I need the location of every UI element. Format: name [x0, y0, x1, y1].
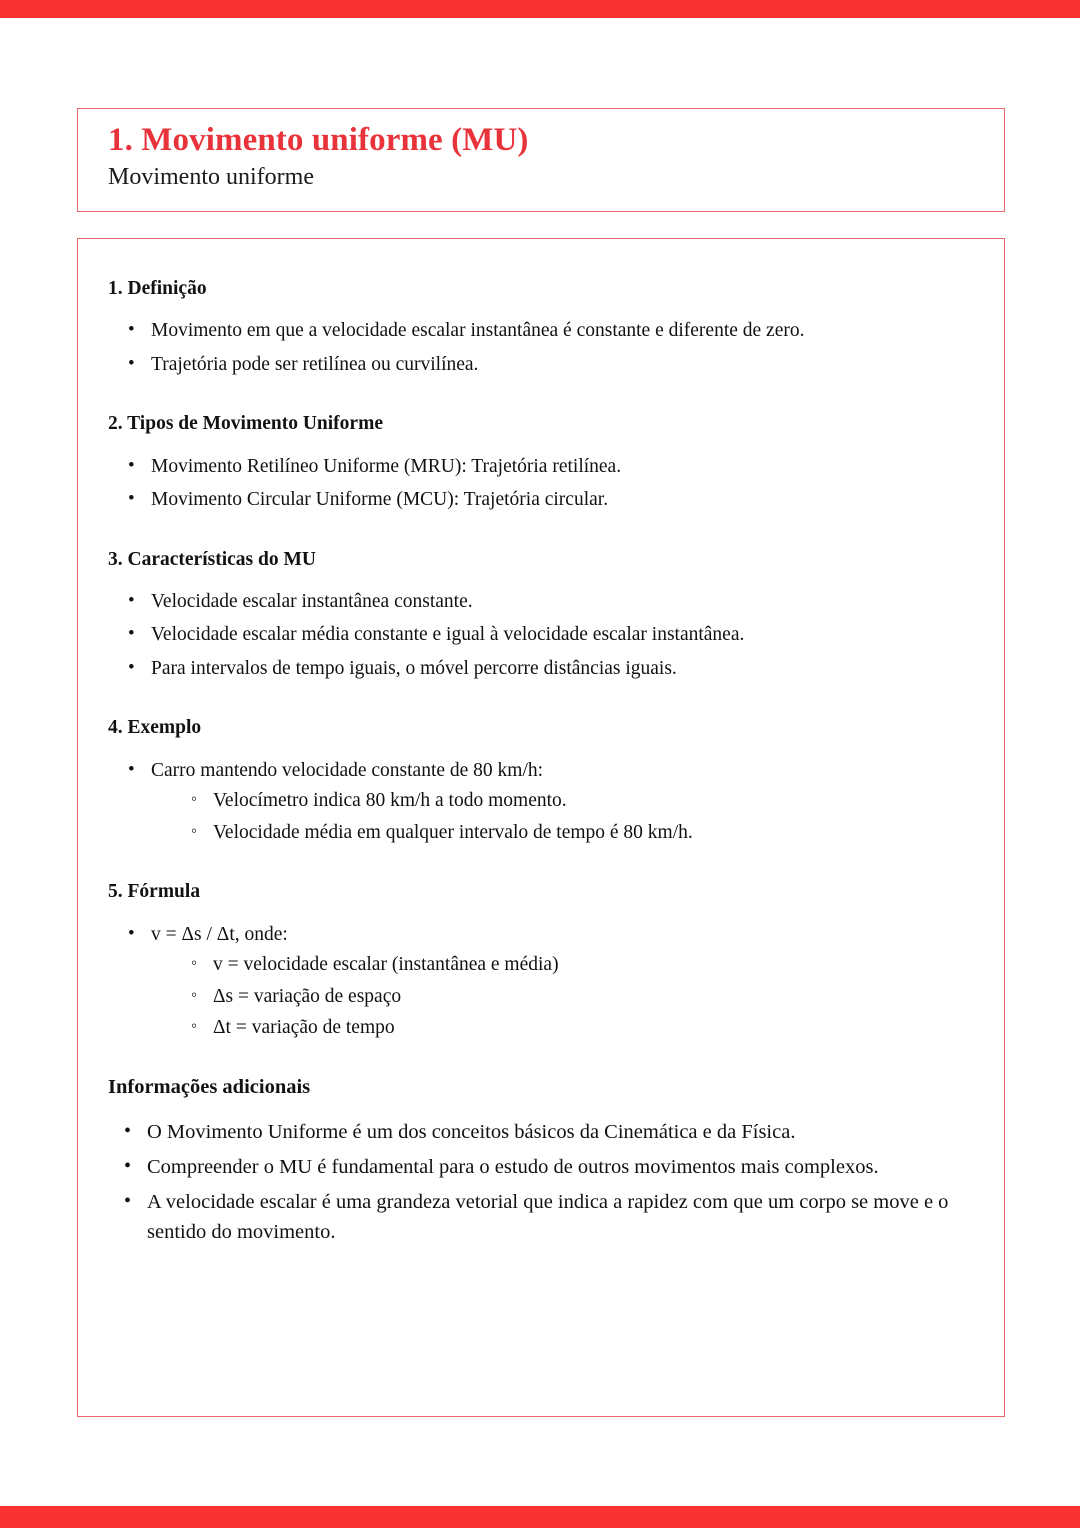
- document-section: [108, 412, 978, 541]
- bullet-list: [108, 757, 978, 847]
- document-section: [108, 277, 978, 406]
- page-subtitle: Movimento uniforme: [108, 163, 314, 190]
- sub-bullet-list: [151, 951, 978, 1042]
- section-heading: 2. Tipos de Movimento Uniforme: [108, 413, 383, 435]
- bullet-list: [108, 921, 978, 1043]
- section-heading: 5. Fórmula: [108, 881, 201, 903]
- list-item-text: Movimento em que a velocidade escalar instantânea é constante e diferente de zero.: [151, 320, 805, 342]
- document-section: [108, 716, 978, 874]
- bullet-list: [108, 1117, 978, 1248]
- section-heading: 4. Exemplo: [108, 717, 202, 739]
- document-section: [108, 548, 978, 711]
- list-item-text: Compreender o MU é fundamental para o estudo de outros movimentos mais complexos.: [147, 1155, 879, 1178]
- bottom-accent-bar: [0, 1506, 1080, 1528]
- list-item-text: v = Δs / Δt, onde:: [151, 923, 288, 945]
- list-item: [122, 1187, 978, 1249]
- sub-list-item: ◦ Δt = variação de tempo: [189, 1014, 978, 1042]
- section-heading: 1. Definição: [108, 278, 207, 299]
- list-item: [126, 317, 978, 345]
- list-item: [126, 757, 978, 847]
- bullet-list: [108, 317, 978, 379]
- content-box: [77, 238, 1005, 1417]
- list-item-text: A velocidade escalar é uma grandeza vetorial que indica a rapidez com que um corpo se move e o sentido do movimento.: [147, 1190, 949, 1244]
- list-item-text: Velocidade escalar média constante e igual à velocidade escalar instantânea.: [151, 624, 745, 646]
- sub-bullet-list: [151, 787, 978, 847]
- list-item: [122, 1117, 978, 1148]
- list-item-text: Para intervalos de tempo iguais, o móvel percorre distâncias iguais.: [151, 657, 677, 679]
- sub-list-item: ◦ Δs = variação de espaço: [189, 983, 978, 1011]
- list-item-text: Movimento Retilíneo Uniforme (MRU): Trajetória retilínea.: [151, 455, 622, 477]
- list-item-text: O Movimento Uniforme é um dos conceitos básicos da Cinemática e da Física.: [147, 1121, 796, 1144]
- list-item-text: Velocidade escalar instantânea constante.: [151, 591, 473, 612]
- page-title: 1. Movimento uniforme (MU): [108, 122, 529, 158]
- section-heading: 3. Características do MU: [108, 548, 316, 570]
- list-item-text: Carro mantendo velocidade constante de 80 km/h:: [151, 759, 544, 781]
- list-item: [126, 588, 978, 616]
- list-item: [126, 351, 978, 379]
- top-accent-bar: [0, 0, 1080, 18]
- sub-list-item: ◦ Velocidade média em qualquer intervalo de tempo é 80 km/h.: [189, 819, 978, 847]
- list-item: [126, 921, 978, 1043]
- document-section: [108, 1075, 978, 1274]
- title-header-box: [77, 108, 1005, 212]
- list-item-text: Movimento Circular Uniforme (MCU): Trajetória circular.: [151, 489, 609, 511]
- list-item-text: Trajetória pode ser retilínea ou curvilínea.: [151, 353, 479, 375]
- list-item: [126, 486, 978, 514]
- title-header-content: [78, 109, 1004, 191]
- list-item: [126, 453, 978, 481]
- sub-list-item: ◦ Velocímetro indica 80 km/h a todo momento.: [189, 787, 978, 815]
- sections-container: [78, 239, 1004, 1274]
- list-item: [126, 655, 978, 683]
- document-section: [108, 880, 978, 1069]
- bullet-list: [108, 588, 978, 683]
- list-item: [126, 621, 978, 649]
- bullet-list: [108, 453, 978, 515]
- section-heading: Informações adicionais: [108, 1076, 311, 1099]
- list-item: [122, 1152, 978, 1183]
- sub-list-item: ◦ v = velocidade escalar (instantânea e média): [189, 951, 978, 979]
